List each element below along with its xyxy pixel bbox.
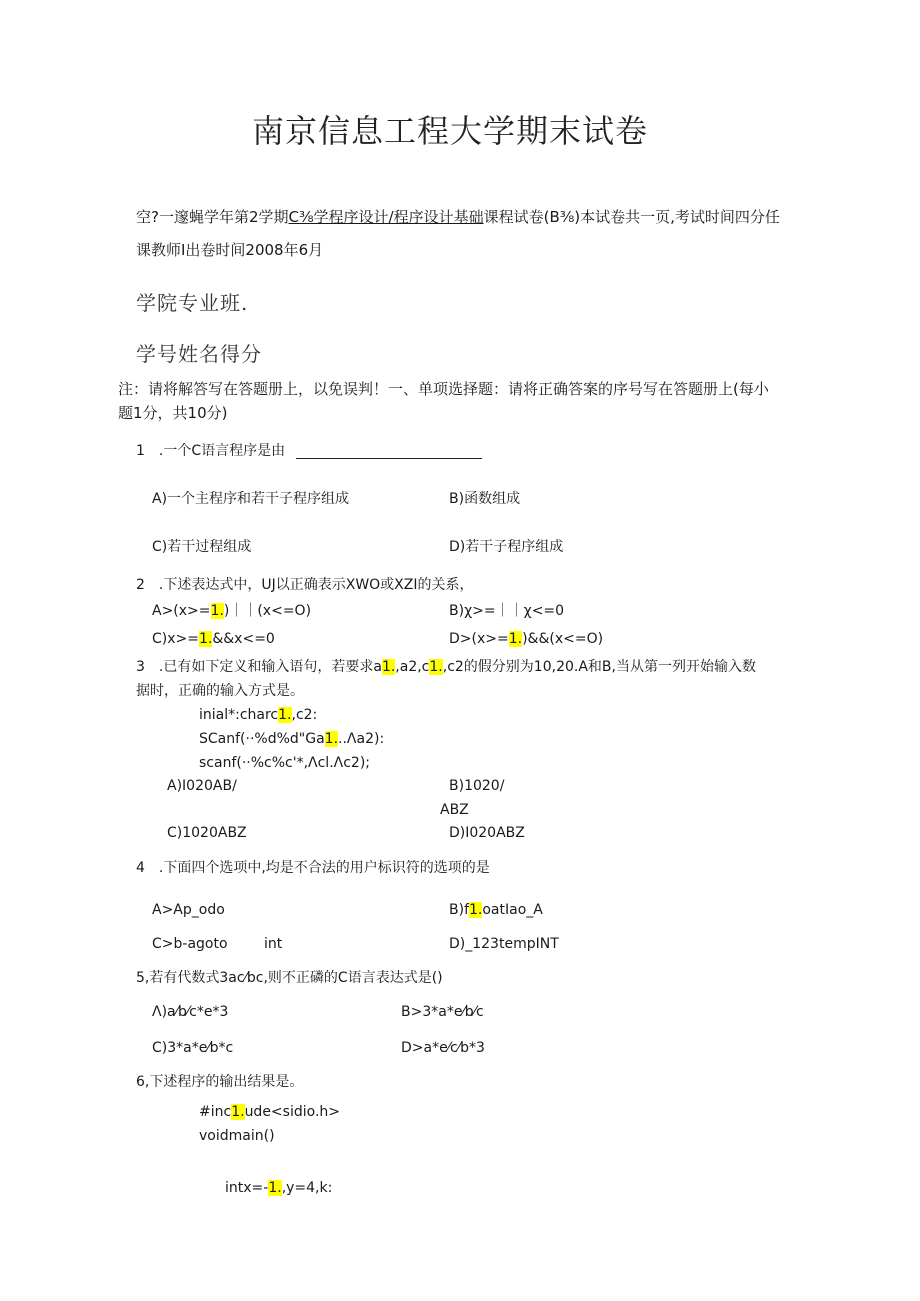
q1-option-d: D)若干子程序组成 (449, 539, 564, 555)
q3-code-line-3: scanf(··%c%c'*,Λcl.Λc2); (199, 755, 371, 771)
highlight-mark: 1. (508, 631, 523, 647)
q3-code-line-1: inial*:charc1.,c2: (199, 707, 318, 723)
q4-stem: 4 .下面四个选项中,均是不合法的用户标识符的选项的是 (136, 860, 490, 876)
q4-option-a: A>Ap_odo (152, 902, 225, 918)
page-title: 南京信息工程大学期末试卷 (252, 112, 649, 150)
q5-option-d: D>a*e⁄c⁄b*3 (401, 1040, 485, 1056)
instructions-line-1: 注：请将解答写在答题册上，以免误判！一、单项选择题：请将正确答案的序号写在答题册上(每小 (118, 380, 769, 398)
q2-stem: 2 .下述表达式中，UJ以正确表示XWO或XZI的关系， (136, 577, 474, 593)
q2-option-d: D>(x>=1.)&&(x<=O) (449, 631, 604, 647)
highlight-mark: 1. (381, 659, 396, 675)
meta-semester: 空?一邃蝇学年第2学期 (136, 208, 289, 226)
q6-code-line-2: voidmain() (199, 1128, 275, 1144)
q1-stem: 1 .一个C语言程序是由 (136, 443, 286, 459)
highlight-mark: 1. (210, 603, 224, 619)
q2-option-b: B)χ>=｜｜χ<=0 (449, 603, 565, 619)
student-line: 学号姓名得分 (136, 342, 262, 366)
q4-option-d: D)_123tempINT (449, 936, 559, 952)
q3-option-d: D)I020ABZ (449, 825, 525, 841)
q6-code-line-3: intx=-1.,y=4,k: (225, 1180, 333, 1196)
q3-option-b: B)1020/ (449, 778, 505, 794)
q1-answer-blank (296, 458, 482, 459)
instructions-line-2: 题1分，共10分) (118, 404, 228, 422)
meta-paper-info: 课程试卷(B⅜)本试卷共一页,考试时间四分任 (483, 208, 780, 226)
q3-option-b-cont: ABZ (440, 802, 469, 818)
q1-option-b: B)函数组成 (449, 491, 521, 507)
q1-option-a: A)一个主程序和若干子程序组成 (152, 491, 350, 507)
q6-code-line-1: #inc1.ude<sidio.h> (199, 1104, 340, 1120)
q1-option-c: C)若干过程组成 (152, 539, 252, 555)
highlight-mark: 1. (198, 631, 213, 647)
q4-option-c: C>b-agoto (152, 936, 228, 952)
q3-option-c: C)1020ABZ (167, 825, 247, 841)
q3-code-line-2: SCanf(··%d%d"Ga1...Λa2): (199, 731, 385, 747)
q5-stem: 5,若有代数式3ac⁄bc,则不正磷的C语言表达式是() (136, 970, 443, 986)
highlight-mark: 1. (268, 1180, 282, 1196)
exam-meta-line-2: 课教师I出卷时间2008年6月 (136, 241, 324, 259)
highlight-mark: 1. (469, 902, 483, 918)
q5-option-b: B>3*a*e⁄b⁄c (401, 1004, 484, 1020)
q2-option-c: C)x>=1.&&x<=0 (152, 631, 275, 647)
q3-stem: 3 .已有如下定义和输入语句，若要求a1.,a2,c1.,c2的假分别为10,20.A和B,当从第一列开始输入数 (136, 659, 756, 675)
q4-option-b: B)f1.oatIao_A (449, 902, 543, 918)
exam-meta-line (136, 210, 780, 225)
q4-option-c-cont: int (264, 936, 283, 952)
q5-option-a: Λ)a⁄b⁄c*e*3 (152, 1004, 229, 1020)
q3-stem-line-2: 据时，正确的输入方式是。 (136, 683, 304, 699)
q3-option-a: A)I020AB/ (167, 778, 237, 794)
q5-option-c: C)3*a*e⁄b*c (152, 1040, 234, 1056)
q6-stem: 6,下述程序的输出结果是。 (136, 1074, 304, 1090)
highlight-mark: 1. (429, 659, 443, 675)
college-line: 学院专业班. (136, 291, 249, 315)
q2-option-a: A>(x>=1.)｜｜(x<=O) (152, 603, 312, 619)
meta-course: C⅜学程序设计/程序设计基础 (288, 208, 484, 226)
highlight-mark: 1. (324, 731, 339, 747)
highlight-mark: 1. (231, 1104, 245, 1120)
highlight-mark: 1. (278, 707, 292, 723)
